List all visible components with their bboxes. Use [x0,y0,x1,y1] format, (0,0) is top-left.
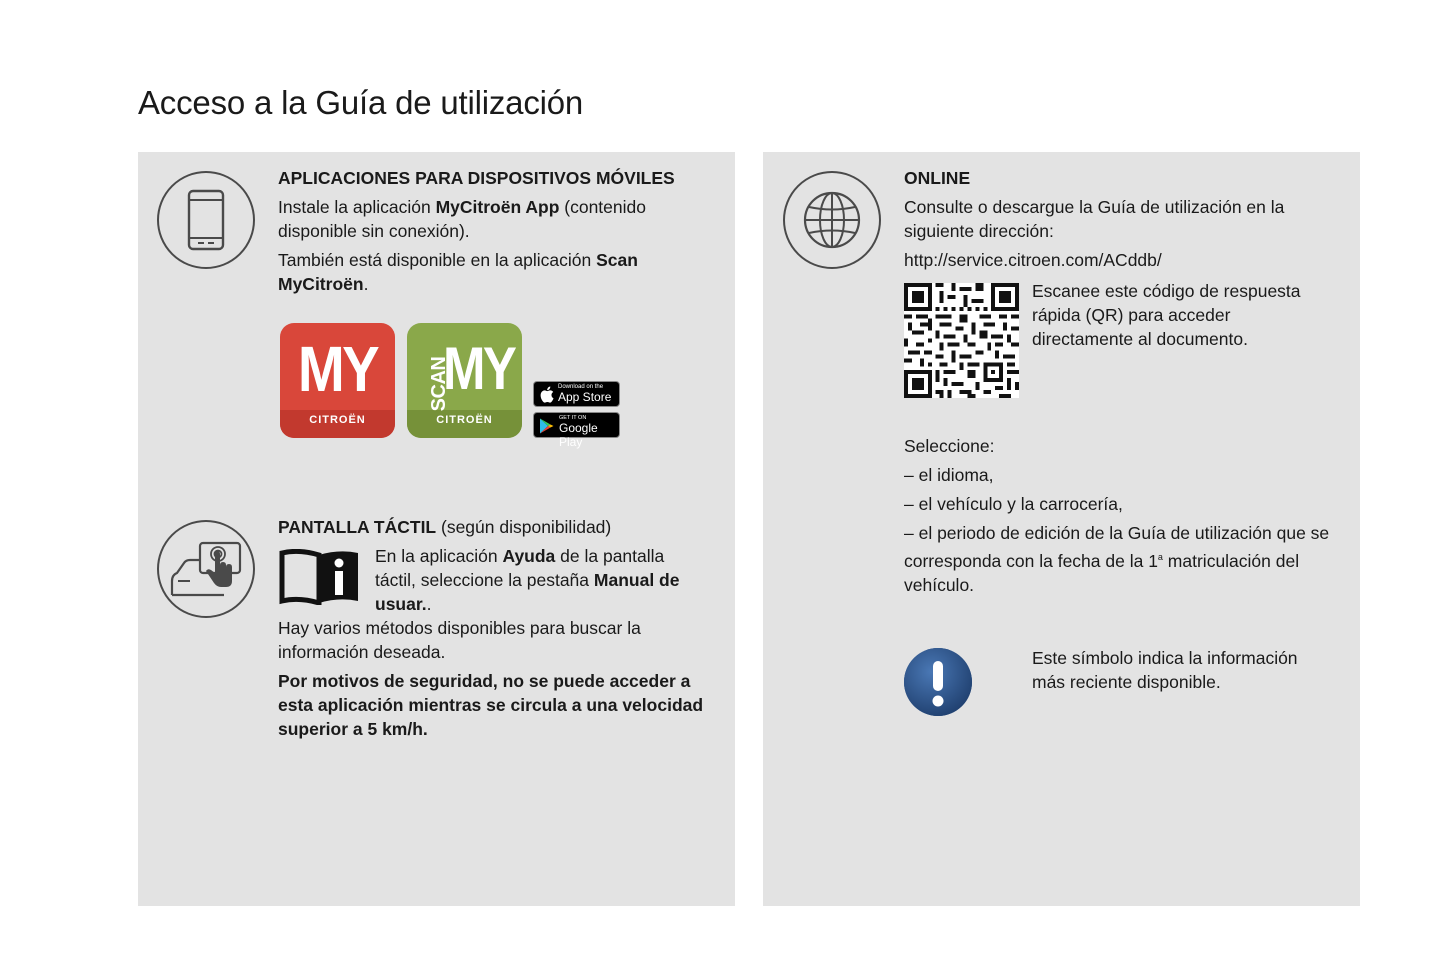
apple-icon [540,386,554,403]
mycitroen-app-logo [280,323,395,438]
install-app-text-c: (contenido disponible sin conexión). [278,197,646,241]
touch-instr-c: de la pantalla táctil, seleccione la pestaña [375,546,665,590]
safety-warning-text: Por motivos de seguridad, no se puede acceder a esta aplicación mientras se circula a una velocidad superior a 5 km/h. [278,671,704,739]
smartphone-icon [157,171,255,269]
install-app-text-a: Instale la aplicación [278,197,436,217]
step-edition-sup: a [1157,552,1163,562]
touchscreen-heading-normal: (según disponibilidad) [436,517,612,537]
touch-instr-e: . [426,594,432,614]
app-store-big-text: App Store [558,390,612,404]
online-heading: ONLINE [904,168,971,188]
guide-url-link[interactable]: http://service.citroen.com/ACddb/ [904,250,1162,270]
mobile-apps-section [278,166,718,301]
step-edition-a: – el periodo de edición de la Guía de utilización que se corresponda con la fecha de la 1 [904,523,1330,571]
mycitroen-brand-text: CITROËN [309,414,366,426]
info-exclamation-icon [904,648,972,716]
app-store-badge[interactable] [533,381,620,407]
touchscreen-instruction [375,544,705,616]
scan-app-text-a: También está disponible en la aplicación [278,250,597,270]
step-vehicle: – el vehículo y la carrocería, [904,494,1123,514]
manual-tab-name: Manual de usuar. [375,570,680,614]
google-play-big-text: Google Play [559,421,598,449]
scan-mycitroen-app-logo [407,323,522,438]
touchscreen-details [278,616,718,746]
select-label: Seleccione: [904,436,995,456]
mobile-touch-panel [138,152,735,906]
selection-steps [904,434,1344,602]
online-description: Consulte o descargue la Guía de utilización en la siguiente dirección: [904,197,1285,241]
google-play-badge[interactable] [533,412,620,449]
page-title: Acceso a la Guía de utilización [138,84,584,121]
scan-mycitroen-name: Scan MyCitroën [278,250,638,294]
step-edition [904,521,1344,597]
manual-book-icon [279,549,361,605]
online-panel [763,152,1360,906]
scan-app-text [278,248,718,296]
mobile-apps-heading: APLICACIONES PARA DISPOSITIVOS MÓVILES [278,168,675,188]
step-edition-b: matriculación del vehículo. [904,550,1300,595]
ayuda-app-name: Ayuda [502,546,556,566]
search-methods-text: Hay varios métodos disponibles para buscar la información deseada. [278,618,641,662]
scan-logo-text: MY [443,335,515,402]
info-symbol-description: Este símbolo indica la información más reciente disponible. [1032,648,1298,692]
mycitroen-logo-text: MY [297,333,378,405]
touchscreen-icon [157,520,255,618]
scan-app-text-c: . [363,274,369,294]
scan-brand-text: CITROËN [436,414,493,426]
google-play-icon [539,418,554,434]
qr-code[interactable] [904,283,1019,398]
mycitroen-app-name: MyCitroën App [435,197,560,217]
touch-instr-a: En la aplicación [375,546,503,566]
step-language: – el idioma, [904,465,994,485]
google-play-small-text: GET IT ON [559,415,587,421]
online-section [904,166,1344,277]
touchscreen-heading-bold: PANTALLA TÁCTIL [278,517,437,537]
touchscreen-heading [278,515,718,539]
qr-description: Escanee este código de respuesta rápida (QR) para acceder directamente al documento. [1032,281,1301,349]
install-app-text [278,195,718,243]
scan-logo-small-text: SCAN [428,356,450,412]
app-store-small-text: Download on the [558,384,604,390]
globe-icon [783,171,881,269]
